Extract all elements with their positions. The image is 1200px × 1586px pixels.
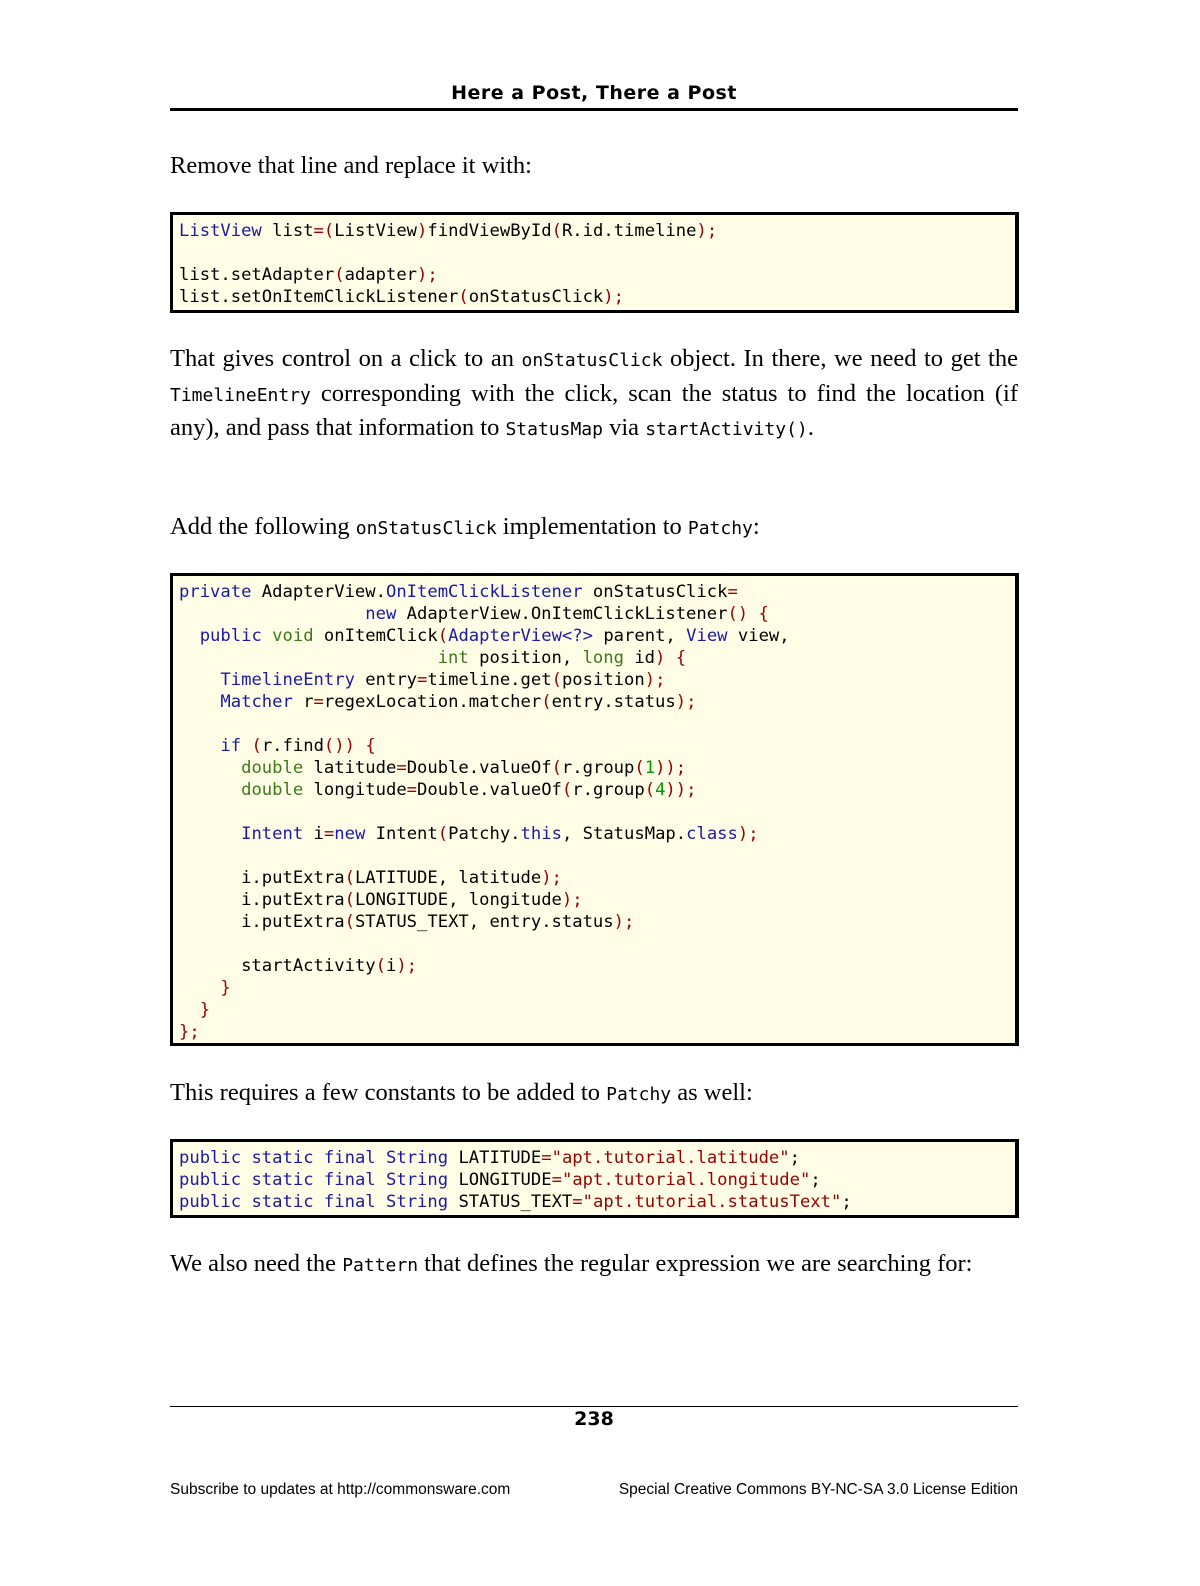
code-line: public static final String STATUS_TEXT="apt.tutorial.statusText"; (179, 1192, 852, 1212)
code-line: private AdapterView.OnItemClickListener onStatusClick= (179, 582, 738, 602)
inline-code: Pattern (342, 1255, 419, 1276)
code-block-onstatusclick (170, 573, 1019, 1046)
code-line: list.setAdapter(adapter); (179, 265, 438, 285)
code-line: i.putExtra(STATUS_TEXT, entry.status); (179, 912, 635, 932)
code-listing (173, 576, 1015, 1045)
subscribe-link-text: Subscribe to updates at http://commonsware.com (170, 1481, 511, 1498)
code-line: if (r.find()) { (220, 736, 376, 756)
running-header: Here a Post, There a Post (451, 82, 737, 104)
code-line: list.setOnItemClickListener(onStatusClick); (179, 287, 624, 307)
code-line: i.putExtra(LONGITUDE, longitude); (179, 890, 583, 910)
inline-code: startActivity() (645, 419, 808, 440)
code-line: } (199, 1000, 211, 1020)
code-line: }; (179, 1022, 200, 1042)
page-number: 238 (574, 1408, 614, 1430)
code-block-constants (170, 1139, 1019, 1218)
inline-code: Patchy (606, 1084, 672, 1105)
paragraph-constants: This requires a few constants to be added to Patchy as well: (170, 1079, 753, 1106)
code-line: public static final String LATITUDE="apt.tutorial.latitude"; (179, 1148, 800, 1168)
paragraph-add-implementation: Add the following onStatusClick implementation to Patchy: (170, 513, 760, 540)
code-line: public static final String LONGITUDE="apt.tutorial.longitude"; (179, 1170, 821, 1190)
code-line: TimelineEntry entry=timeline.get(position); (220, 670, 666, 690)
paragraph-pattern: We also need the Pattern that defines the regular expression we are searching for: (170, 1250, 973, 1277)
code-line: ListView list=(ListView)findViewById(R.id.timeline); (179, 221, 718, 241)
paragraph-explanation: That gives control on a click to an onStatusClick object. In there, we need to get the TimelineEntry corresponding with the click, scan the status to find the location (if any), and pass that information to StatusMap via startActivity(). (170, 345, 1018, 441)
code-block-listview (170, 212, 1019, 313)
code-line: double longitude=Double.valueOf(r.group(4)); (241, 780, 697, 800)
code-line: startActivity(i); (179, 956, 418, 976)
code-line: double latitude=Double.valueOf(r.group(1)); (241, 758, 687, 778)
header-rule (170, 108, 1018, 111)
inline-code: onStatusClick (521, 350, 663, 371)
inline-code: Patchy (687, 518, 753, 539)
inline-code: TimelineEntry (170, 384, 311, 406)
code-line: new AdapterView.OnItemClickListener() { (365, 604, 769, 624)
code-line: } (220, 978, 231, 998)
code-listing (173, 1142, 1015, 1215)
code-line: public void onItemClick(AdapterView<?> parent, View view, (199, 626, 790, 646)
footer-rule (170, 1406, 1018, 1407)
code-listing (173, 215, 1015, 310)
code-line: int position, long id) { (437, 648, 687, 668)
code-line: Matcher r=regexLocation.matcher(entry.status); (220, 692, 697, 712)
code-line: Intent i=new Intent(Patchy.this, StatusMap.class); (241, 824, 759, 844)
paragraph-intro: Remove that line and replace it with: (170, 152, 532, 179)
code-line: i.putExtra(LATITUDE, latitude); (179, 868, 562, 888)
license-edition-text: Special Creative Commons BY-NC-SA 3.0 License Edition (618, 1481, 1018, 1498)
inline-code: StatusMap (505, 419, 603, 440)
inline-code: onStatusClick (355, 518, 497, 539)
